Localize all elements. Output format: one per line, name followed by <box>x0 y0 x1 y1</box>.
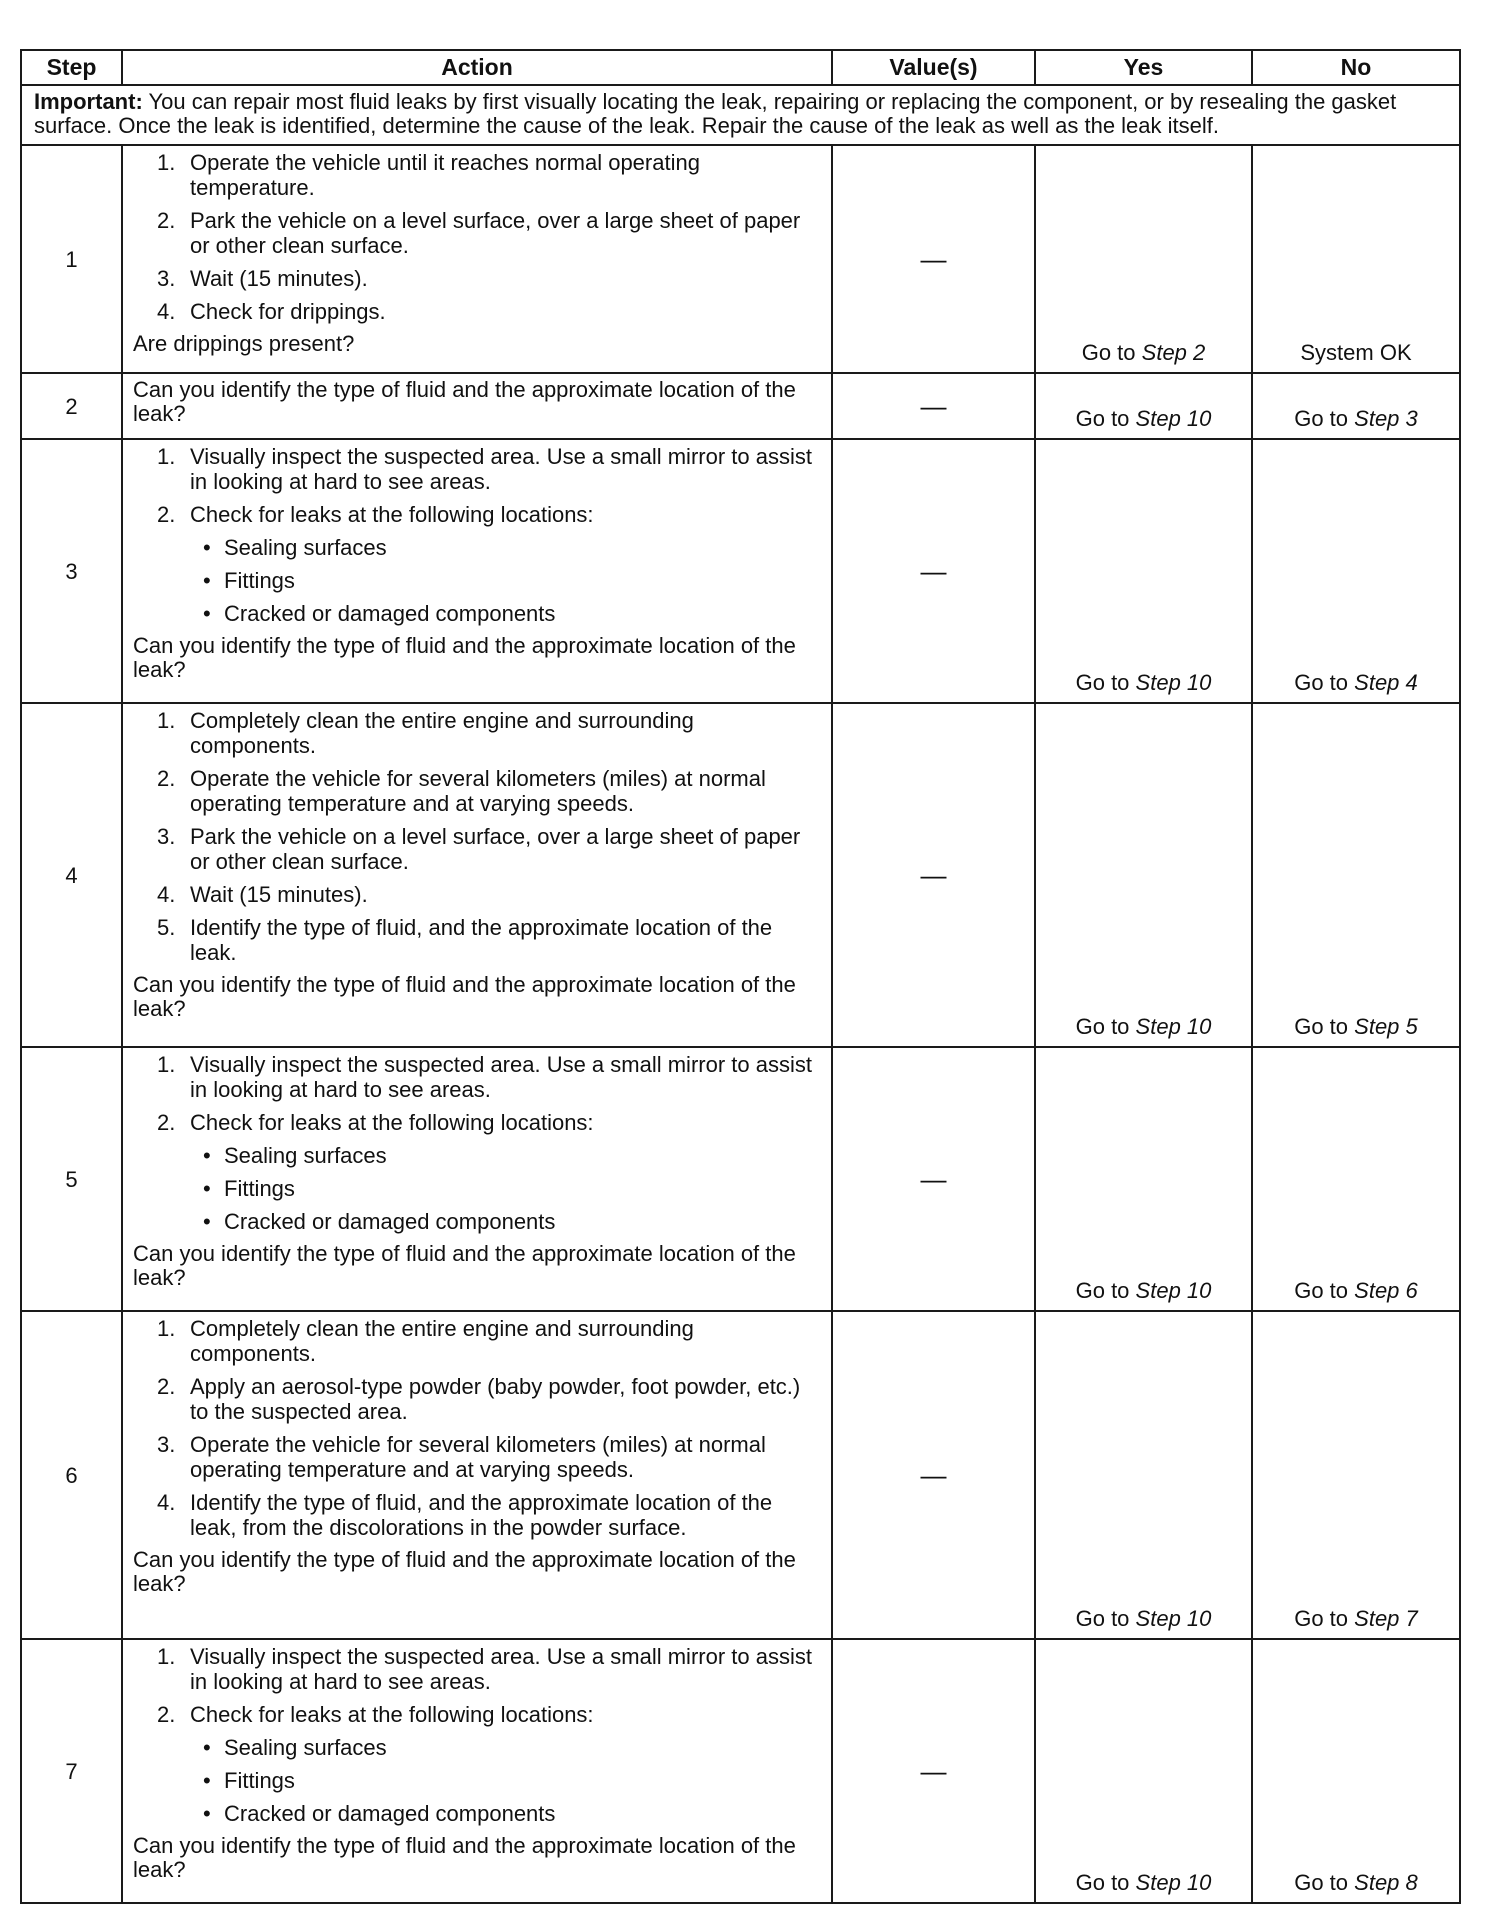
bullet-icon: • <box>203 1801 211 1826</box>
instruction-item <box>133 1316 821 1366</box>
no-outcome <box>1252 1311 1460 1639</box>
bullet-icon: • <box>203 1176 211 1201</box>
yes-outcome <box>1035 373 1252 439</box>
instruction-item <box>133 1644 821 1694</box>
yes-step-reference: Step 10 <box>1135 1278 1212 1303</box>
instruction-text: Completely clean the entire engine and surrounding components. <box>190 708 694 758</box>
yes-step-reference: Step 10 <box>1135 406 1212 431</box>
step-question: Are drippings present? <box>133 331 355 356</box>
instruction-item <box>133 766 821 816</box>
step-question: Can you identify the type of fluid and the approximate location of the leak? <box>133 633 796 682</box>
step-row <box>21 145 1460 373</box>
instruction-item <box>133 444 821 494</box>
bullet-text: Cracked or damaged components <box>224 1209 556 1234</box>
step-question: Can you identify the type of fluid and the approximate location of the leak? <box>133 1833 796 1882</box>
instruction-text: Wait (15 minutes). <box>190 882 368 907</box>
step-action <box>122 1639 832 1903</box>
no-outcome <box>1252 703 1460 1047</box>
bullet-text: Cracked or damaged components <box>224 601 556 626</box>
yes-step-reference: Step 10 <box>1135 670 1212 695</box>
instruction-text: Check for leaks at the following locations: <box>190 502 594 527</box>
instruction-number: 3. <box>157 1432 176 1457</box>
important-note <box>21 85 1460 145</box>
step-question: Can you identify the type of fluid and the approximate location of the leak? <box>133 1241 796 1290</box>
instruction-text: Identify the type of fluid, and the approximate location of the leak, from the discolorations in the powder surface. <box>190 1490 773 1540</box>
instruction-number: 2. <box>157 1110 176 1135</box>
instruction-number: 2. <box>157 1702 176 1727</box>
step-row <box>21 1639 1460 1903</box>
instruction-item <box>133 882 821 907</box>
step-action <box>122 439 832 703</box>
instruction-text: Apply an aerosol-type powder (baby powder, foot powder, etc.) to the suspected area. <box>190 1374 801 1424</box>
instruction-text: Wait (15 minutes). <box>190 266 368 291</box>
instruction-number: 2. <box>157 766 176 791</box>
yes-outcome-prefix: Go to <box>1075 670 1130 695</box>
no-step-reference: Step 5 <box>1354 1014 1418 1039</box>
instruction-item <box>133 915 821 965</box>
no-outcome-prefix: Go to <box>1294 1870 1349 1895</box>
instruction-item <box>133 1490 821 1540</box>
no-step-reference: Step 3 <box>1354 406 1418 431</box>
important-text: You can repair most fluid leaks by first visually locating the leak, repairing or replacing the component, or by resealing the gasket surface. Once the leak is identified, determine the cause of the leak. Repair the cause of the leak as well as the leak itself. <box>34 89 1397 138</box>
bullet-item <box>133 568 821 593</box>
instruction-number: 4. <box>157 1490 176 1515</box>
instruction-text: Check for leaks at the following locations: <box>190 1702 594 1727</box>
bullet-item <box>133 1143 821 1168</box>
bullet-item <box>133 1768 821 1793</box>
yes-outcome <box>1035 439 1252 703</box>
step-number: 5 <box>21 1047 122 1311</box>
bullet-text: Fittings <box>224 1176 295 1201</box>
no-outcome <box>1252 439 1460 703</box>
instruction-text: Park the vehicle on a level surface, over a large sheet of paper or other clean surface. <box>190 824 801 874</box>
yes-outcome-prefix: Go to <box>1075 1014 1130 1039</box>
instruction-number: 2. <box>157 208 176 233</box>
yes-step-reference: Step 2 <box>1141 340 1206 365</box>
instruction-text: Park the vehicle on a level surface, over a large sheet of paper or other clean surface. <box>190 208 801 258</box>
instruction-text: Identify the type of fluid, and the approximate location of the leak. <box>190 915 773 965</box>
step-question: Can you identify the type of fluid and the approximate location of the leak? <box>133 377 796 426</box>
bullet-icon: • <box>203 1768 211 1793</box>
no-outcome-prefix: Go to <box>1294 670 1349 695</box>
yes-outcome <box>1035 145 1252 373</box>
step-value: — <box>832 1047 1035 1311</box>
instruction-item <box>133 824 821 874</box>
yes-outcome-prefix: Go to <box>1081 340 1136 365</box>
step-value: — <box>832 439 1035 703</box>
bullet-item <box>133 1735 821 1760</box>
step-action <box>122 145 832 373</box>
no-step-reference: Step 6 <box>1354 1278 1418 1303</box>
yes-step-reference: Step 10 <box>1135 1606 1212 1631</box>
bullet-text: Sealing surfaces <box>224 535 387 560</box>
instruction-text: Check for leaks at the following locations: <box>190 1110 594 1135</box>
yes-step-reference: Step 10 <box>1135 1014 1212 1039</box>
instruction-text: Operate the vehicle for several kilometers (miles) at normal operating temperature and at varying speeds. <box>190 1432 766 1482</box>
yes-outcome <box>1035 1047 1252 1311</box>
step-number: 1 <box>21 145 122 373</box>
step-value: — <box>832 1639 1035 1903</box>
no-outcome <box>1252 373 1460 439</box>
step-value: — <box>832 703 1035 1047</box>
yes-outcome <box>1035 703 1252 1047</box>
yes-outcome-prefix: Go to <box>1075 1870 1130 1895</box>
bullet-item <box>133 1176 821 1201</box>
instruction-item <box>133 1702 821 1727</box>
step-number: 7 <box>21 1639 122 1903</box>
instruction-text: Check for drippings. <box>190 299 386 324</box>
instruction-item <box>133 708 821 758</box>
instruction-number: 5. <box>157 915 176 940</box>
instruction-text: Operate the vehicle until it reaches normal operating temperature. <box>190 150 700 200</box>
instruction-number: 2. <box>157 502 176 527</box>
yes-step-reference: Step 10 <box>1135 1870 1212 1895</box>
instruction-item <box>133 299 821 324</box>
step-action <box>122 1311 832 1639</box>
instruction-number: 1. <box>157 1644 176 1669</box>
step-action <box>122 373 832 439</box>
yes-outcome <box>1035 1311 1252 1639</box>
step-number: 2 <box>21 373 122 439</box>
diagnostic-table <box>20 49 1461 1904</box>
bullet-text: Cracked or damaged components <box>224 1801 556 1826</box>
important-row <box>21 85 1460 145</box>
instruction-number: 1. <box>157 1052 176 1077</box>
step-number: 3 <box>21 439 122 703</box>
no-outcome-prefix: Go to <box>1294 1014 1349 1039</box>
instruction-number: 2. <box>157 1374 176 1399</box>
instruction-text: Visually inspect the suspected area. Use a small mirror to assist in looking at hard to see areas. <box>190 1052 812 1102</box>
instruction-item <box>133 208 821 258</box>
instruction-item <box>133 1432 821 1482</box>
instruction-item <box>133 150 821 200</box>
no-outcome-prefix: Go to <box>1294 1278 1349 1303</box>
bullet-text: Sealing surfaces <box>224 1143 387 1168</box>
no-outcome <box>1252 1639 1460 1903</box>
header-step: Step <box>21 50 122 85</box>
instruction-number: 4. <box>157 882 176 907</box>
header-yes: Yes <box>1035 50 1252 85</box>
header-no: No <box>1252 50 1460 85</box>
no-outcome <box>1252 1047 1460 1311</box>
step-value: — <box>832 1311 1035 1639</box>
step-row <box>21 1047 1460 1311</box>
no-outcome <box>1252 145 1460 373</box>
step-action <box>122 703 832 1047</box>
no-outcome-prefix: Go to <box>1294 1606 1349 1631</box>
yes-outcome <box>1035 1639 1252 1903</box>
instruction-text: Visually inspect the suspected area. Use a small mirror to assist in looking at hard to see areas. <box>190 444 812 494</box>
instruction-item <box>133 502 821 527</box>
header-values: Value(s) <box>832 50 1035 85</box>
instruction-number: 1. <box>157 444 176 469</box>
bullet-item <box>133 601 821 626</box>
step-question: Can you identify the type of fluid and the approximate location of the leak? <box>133 972 796 1021</box>
instruction-number: 1. <box>157 708 176 733</box>
instruction-number: 3. <box>157 824 176 849</box>
bullet-icon: • <box>203 568 211 593</box>
step-row <box>21 373 1460 439</box>
step-row <box>21 1311 1460 1639</box>
step-number: 4 <box>21 703 122 1047</box>
bullet-item <box>133 1801 821 1826</box>
bullet-icon: • <box>203 535 211 560</box>
important-label: Important: <box>34 89 143 114</box>
instruction-item <box>133 1110 821 1135</box>
bullet-icon: • <box>203 1735 211 1760</box>
instruction-number: 1. <box>157 150 176 175</box>
bullet-text: Sealing surfaces <box>224 1735 387 1760</box>
bullet-icon: • <box>203 601 211 626</box>
instruction-text: Visually inspect the suspected area. Use a small mirror to assist in looking at hard to see areas. <box>190 1644 812 1694</box>
instruction-item <box>133 1052 821 1102</box>
bullet-item <box>133 535 821 560</box>
instruction-number: 3. <box>157 266 176 291</box>
bullet-text: Fittings <box>224 568 295 593</box>
no-step-reference: Step 7 <box>1354 1606 1418 1631</box>
step-number: 6 <box>21 1311 122 1639</box>
no-outcome-text: System OK <box>1300 340 1412 365</box>
yes-outcome-prefix: Go to <box>1075 1278 1130 1303</box>
header-row <box>21 50 1460 85</box>
yes-outcome-prefix: Go to <box>1075 1606 1130 1631</box>
step-value: — <box>832 373 1035 439</box>
instruction-text: Operate the vehicle for several kilometers (miles) at normal operating temperature and at varying speeds. <box>190 766 766 816</box>
bullet-icon: • <box>203 1209 211 1234</box>
step-action <box>122 1047 832 1311</box>
step-value: — <box>832 145 1035 373</box>
instruction-item <box>133 266 821 291</box>
step-question: Can you identify the type of fluid and the approximate location of the leak? <box>133 1547 796 1596</box>
instruction-number: 1. <box>157 1316 176 1341</box>
step-row <box>21 703 1460 1047</box>
step-row <box>21 439 1460 703</box>
instruction-item <box>133 1374 821 1424</box>
bullet-item <box>133 1209 821 1234</box>
diagnostic-table-container <box>20 49 1459 1904</box>
yes-outcome-prefix: Go to <box>1075 406 1130 431</box>
instruction-number: 4. <box>157 299 176 324</box>
no-step-reference: Step 4 <box>1354 670 1418 695</box>
no-step-reference: Step 8 <box>1354 1870 1418 1895</box>
instruction-text: Completely clean the entire engine and surrounding components. <box>190 1316 694 1366</box>
header-action: Action <box>122 50 832 85</box>
bullet-text: Fittings <box>224 1768 295 1793</box>
bullet-icon: • <box>203 1143 211 1168</box>
no-outcome-prefix: Go to <box>1294 406 1349 431</box>
